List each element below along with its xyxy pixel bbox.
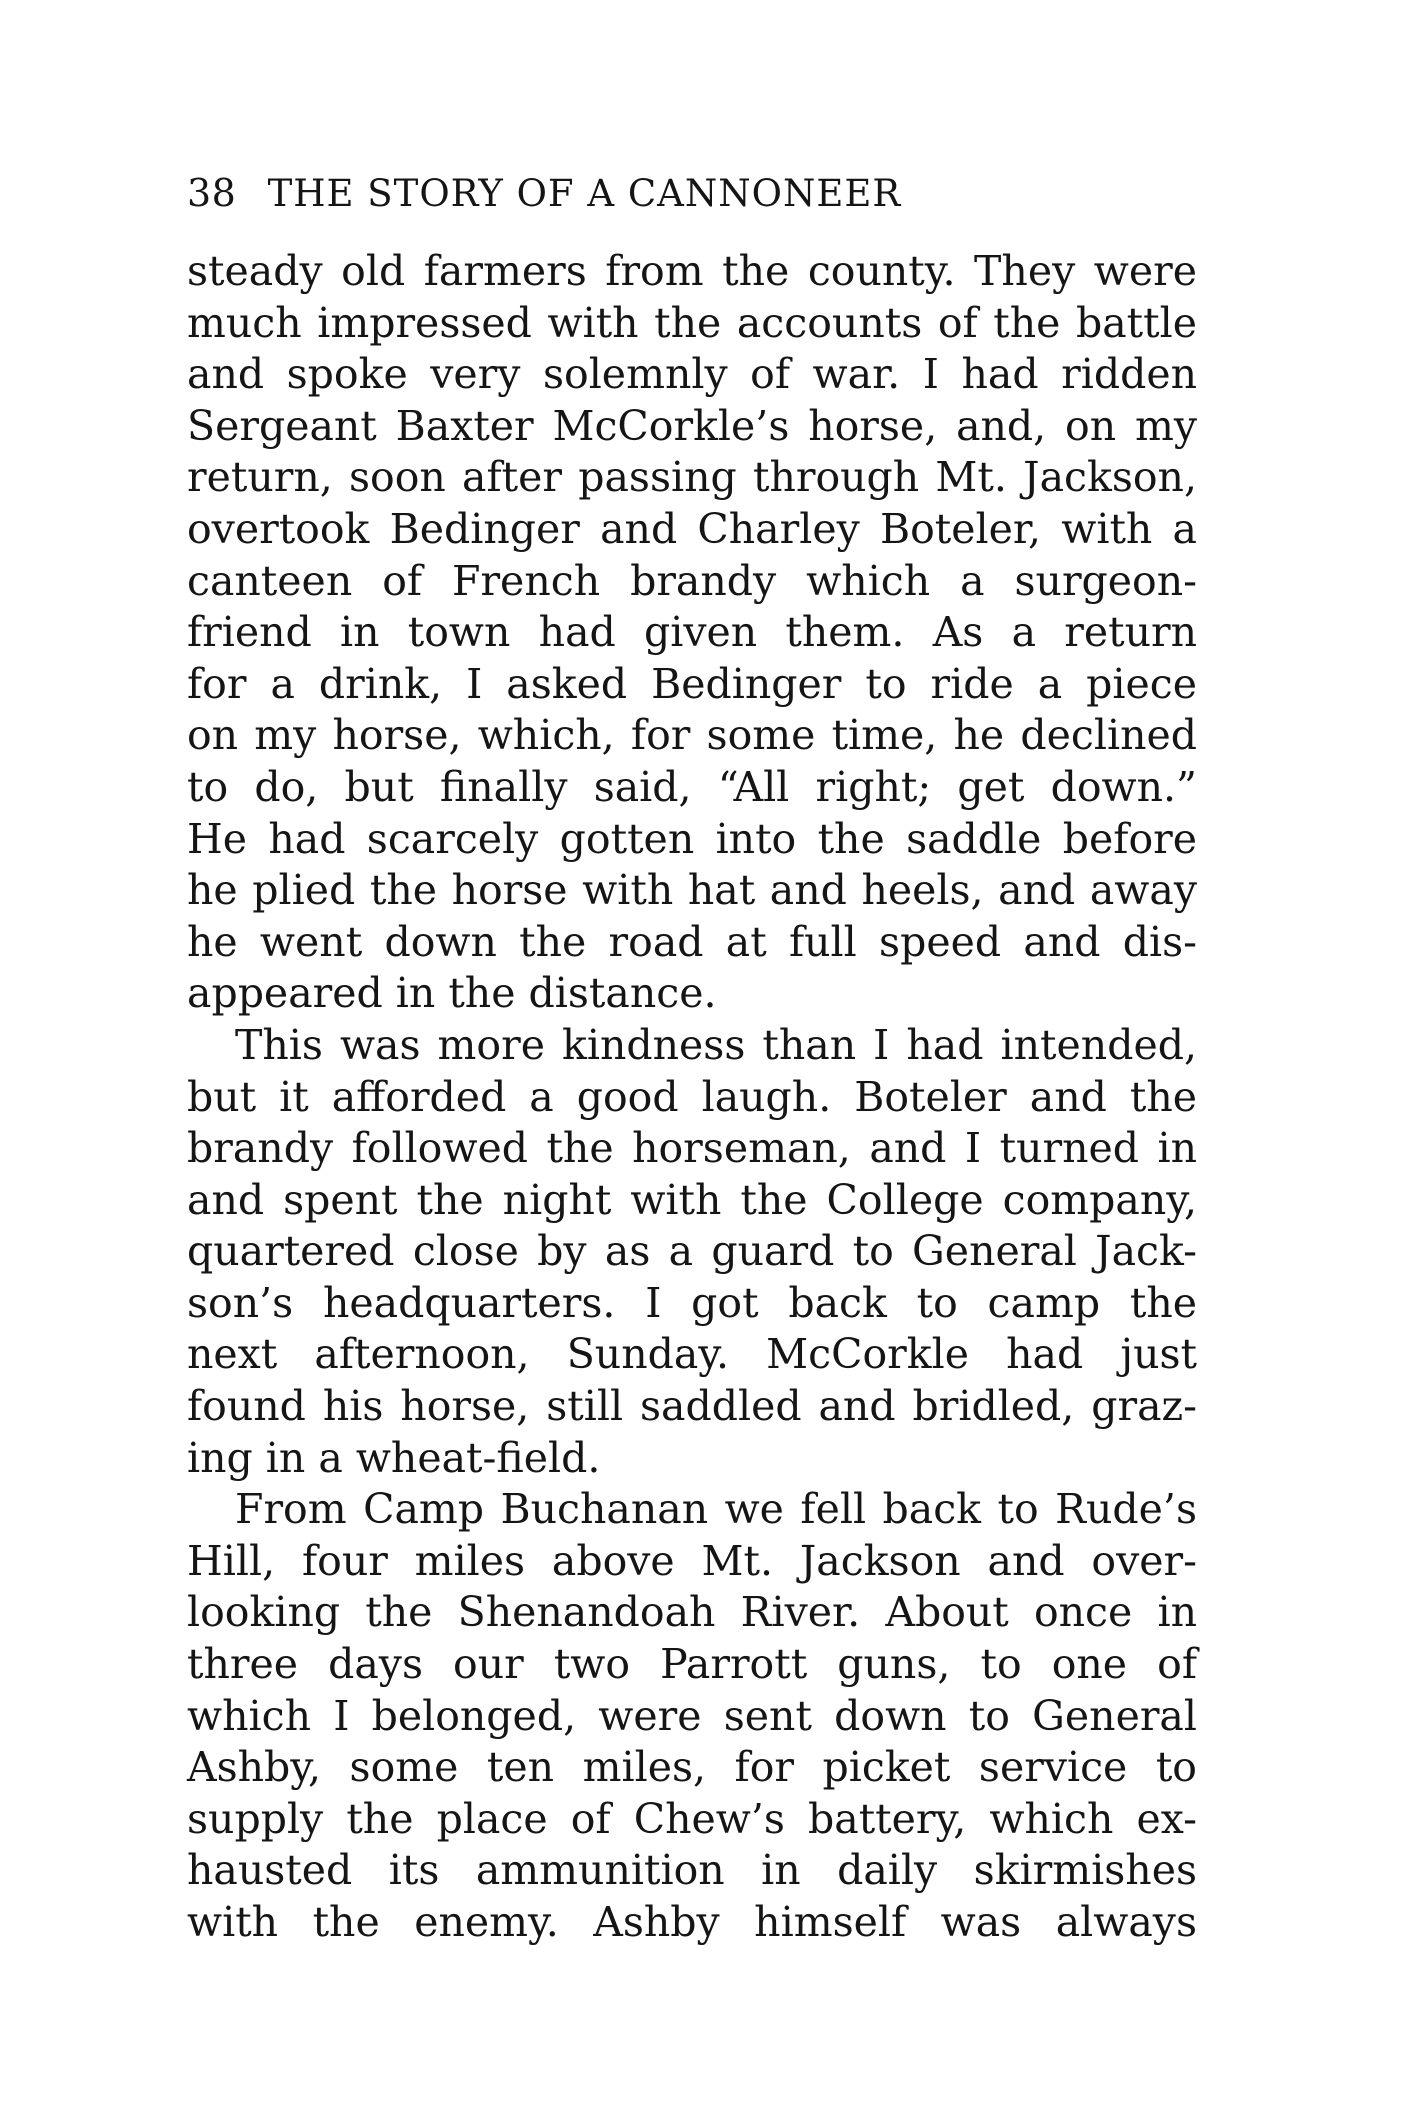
text-line: to do, but finally said, “All right; get down.”: [187, 762, 1197, 811]
text-line: which I belonged, were sent down to General: [187, 1691, 1197, 1740]
text-line: brandy followed the horseman, and I turned in: [187, 1124, 1197, 1173]
text-line: son’s headquarters. I got back to camp the: [187, 1278, 1197, 1327]
text-line: next afternoon, Sunday. McCorkle had just: [187, 1330, 1197, 1379]
text-line: three days our two Parrott guns, to one of: [187, 1640, 1197, 1689]
text-line: return, soon after passing through Mt. Jackson,: [187, 453, 1197, 502]
text-line: From Camp Buchanan we fell back to Rude’s: [235, 1485, 1197, 1534]
running-title: THE STORY OF A CANNONEER: [267, 172, 902, 215]
text-line: appeared in the distance.: [187, 969, 717, 1018]
text-line: looking the Shenandoah River. About once in: [187, 1588, 1197, 1637]
body-text: [187, 246, 1197, 1949]
paragraph-1: [187, 246, 1197, 1020]
text-line: and spent the night with the College company,: [187, 1175, 1197, 1224]
text-line: canteen of French brandy which a surgeon-: [187, 556, 1197, 605]
text-line: overtook Bedinger and Charley Boteler, with a: [187, 504, 1197, 553]
text-line: but it afforded a good laugh. Boteler and the: [187, 1072, 1197, 1121]
text-line: quartered close by as a guard to General Jack-: [187, 1227, 1197, 1276]
text-line: Ashby, some ten miles, for picket service to: [187, 1743, 1197, 1792]
text-line: He had scarcely gotten into the saddle before: [187, 814, 1197, 863]
text-line: This was more kindness than I had intended,: [235, 1020, 1197, 1069]
page-number: 38: [187, 171, 237, 215]
text-line: he went down the road at full speed and dis-: [187, 917, 1197, 966]
text-line: on my horse, which, for some time, he declined: [187, 711, 1197, 760]
text-line: he plied the horse with hat and heels, and away: [187, 866, 1197, 915]
paragraph-2: [187, 1020, 1197, 1484]
text-line: found his horse, still saddled and bridled, graz-: [187, 1382, 1197, 1431]
text-line: Sergeant Baxter McCorkle’s horse, and, on my: [187, 401, 1197, 450]
text-line: much impressed with the accounts of the battle: [187, 298, 1197, 347]
running-head: [187, 163, 1197, 223]
text-line: friend in town had given them. As a return: [187, 608, 1197, 657]
paragraph-3: [187, 1484, 1197, 1948]
text-line: with the enemy. Ashby himself was always: [187, 1898, 1197, 1946]
text-line: and spoke very solemnly of war. I had ridden: [187, 350, 1197, 399]
text-line: ing in a wheat-field.: [187, 1433, 601, 1482]
text-line: steady old farmers from the county. They were: [187, 247, 1197, 295]
text-line: for a drink, I asked Bedinger to ride a piece: [187, 659, 1197, 708]
text-line: hausted its ammunition in daily skirmishes: [187, 1846, 1197, 1895]
text-line: Hill, four miles above Mt. Jackson and over-: [187, 1536, 1197, 1585]
text-line: supply the place of Chew’s battery, which ex-: [187, 1794, 1197, 1843]
